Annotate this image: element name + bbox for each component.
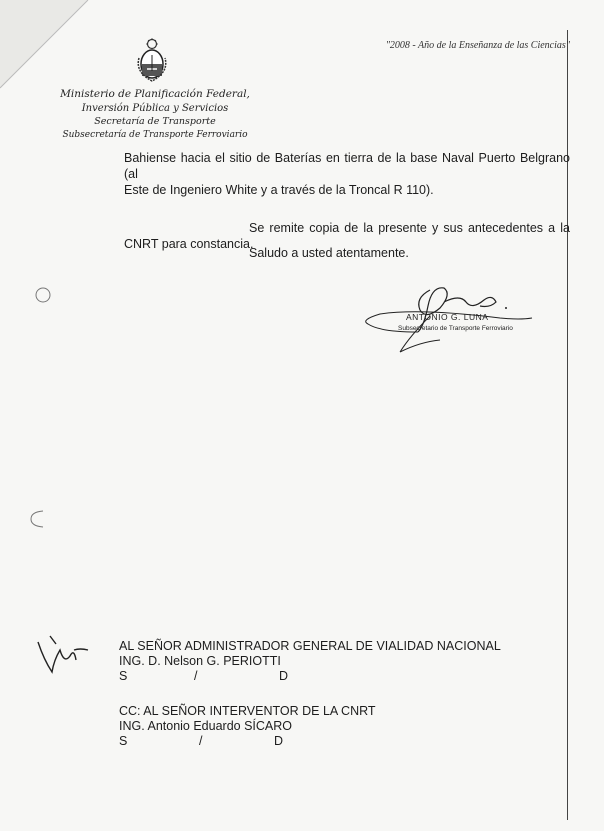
letterhead-ministry: Ministerio de Planificación Federal, <box>60 88 250 100</box>
addressee-block-2 <box>119 704 376 749</box>
addressee-2-title: CC: AL SEÑOR INTERVENTOR DE LA CNRT <box>119 704 376 718</box>
paragraph-1-line-1: Bahiense hacia el sitio de Baterías en tierra de la base Naval Puerto Belgrano (al <box>124 151 570 181</box>
punch-hole-icon <box>28 508 48 530</box>
year-motto: "2008 - Año de la Enseñanza de las Ciencias" <box>385 40 570 51</box>
paragraph-2-line-2: CNRT para constancia. <box>124 237 254 251</box>
addressee-1-name: ING. D. Nelson G. PERIOTTI <box>119 654 281 668</box>
initials-scribble <box>30 630 90 680</box>
paragraph-2-line-1: Se remite copia de la presente y sus antecedentes a la <box>249 221 570 235</box>
addressee-2-sd <box>119 734 289 749</box>
sd-s: S <box>119 734 128 748</box>
sd-s: S <box>119 669 128 683</box>
letterhead <box>40 88 270 142</box>
sd-slash: / <box>199 734 203 748</box>
letter-body <box>124 150 570 252</box>
signatory-title: Subsecretario de Transporte Ferroviario <box>398 325 513 332</box>
addressee-2-name: ING. Antonio Eduardo SÍCARO <box>119 719 293 733</box>
addressee-1-sd <box>119 669 289 684</box>
sd-slash: / <box>194 669 198 683</box>
sd-d: D <box>279 669 289 683</box>
paragraph-1-line-2: Este de Ingeniero White y a través de la Troncal R 110). <box>124 183 434 197</box>
margin-line <box>567 30 568 820</box>
signatory-name: ANTONIO G. LUNA <box>406 312 489 322</box>
folded-corner <box>0 0 90 90</box>
punch-hole-icon <box>34 286 52 304</box>
letterhead-secretariat: Secretaría de Transporte <box>94 116 216 127</box>
addressee-block-1 <box>119 639 501 684</box>
national-seal-icon <box>135 38 169 84</box>
sd-d: D <box>274 734 284 748</box>
addressee-1-title: AL SEÑOR ADMINISTRADOR GENERAL DE VIALIDAD NACIONAL <box>119 639 501 653</box>
closing-salutation: Saludo a usted atentamente. <box>249 246 409 260</box>
letterhead-subsecretariat: Subsecretaría de Transporte Ferroviario <box>62 129 248 140</box>
letterhead-investment: Inversión Pública y Servicios <box>81 102 229 114</box>
